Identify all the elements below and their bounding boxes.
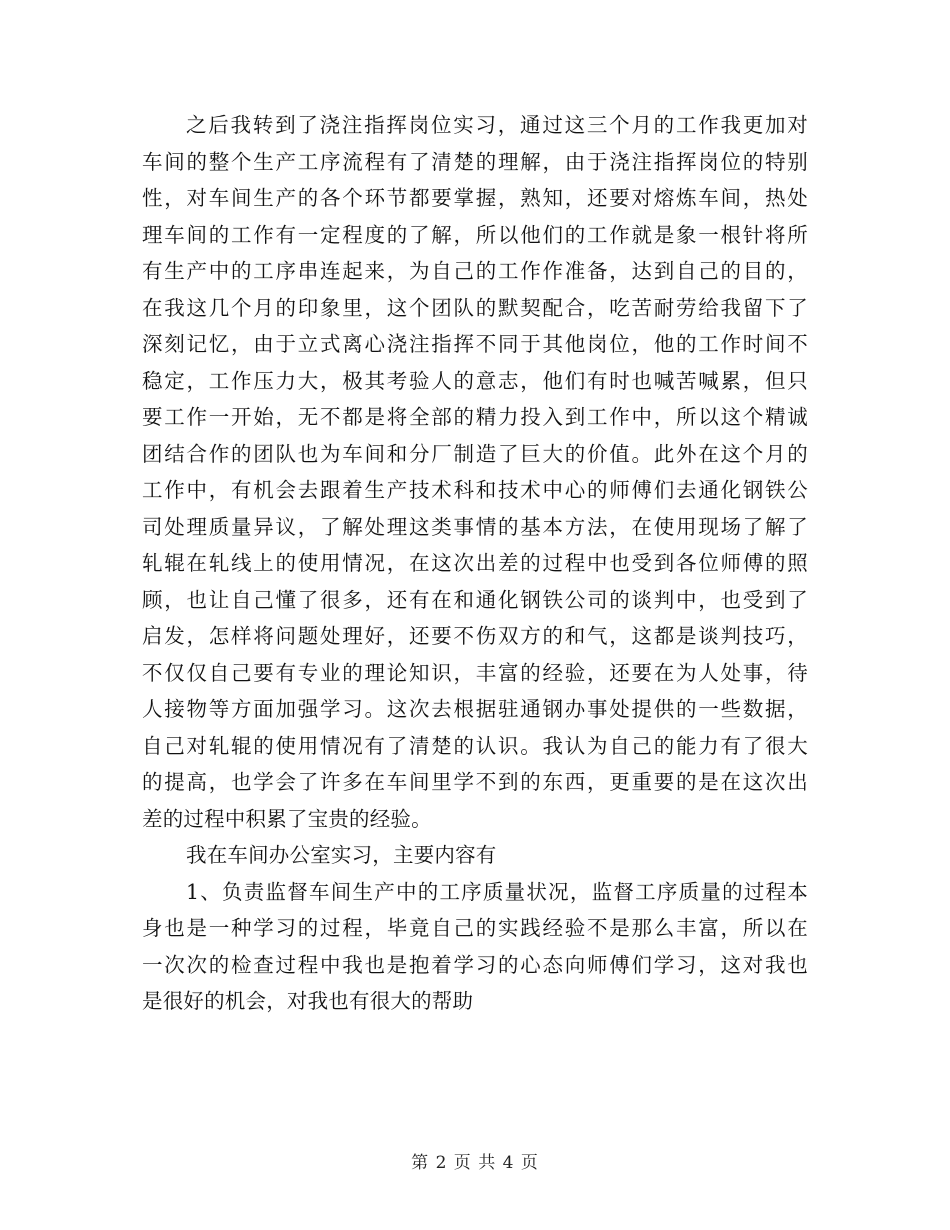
text-line: 性，对车间生产的各个环节都要掌握，熟知，还要对熔炼车间，热处 [142, 186, 808, 210]
text-line: 差的过程中积累了宝贵的经验。 [142, 806, 432, 831]
text-line: 理车间的工作有一定程度的了解，所以他们的工作就是象一根针将所 [142, 222, 808, 247]
text-line: 之后我转到了浇注指挥岗位实习，通过这三个月的工作我更加对 [186, 113, 808, 137]
text-line: 我在车间办公室实习，主要内容有 [186, 843, 497, 867]
paragraph-office-internship [142, 837, 808, 874]
paragraph-casting-internship [142, 107, 808, 837]
text-line: 不仅仅自己要有专业的理论知识，丰富的经验，还要在为人处事，待 [142, 660, 808, 685]
document-body [142, 107, 808, 1020]
text-line: 身也是一种学习的过程，毕竟自己的实践经验不是那么丰富，所以在 [142, 916, 808, 940]
text-line: 一次次的检查过程中我也是抱着学习的心态向师傅们学习，这对我也 [142, 952, 808, 977]
text-line: 司处理质量异议，了解处理这类事情的基本方法，在使用现场了解了 [142, 514, 808, 539]
text-line: 有生产中的工序串连起来，为自己的工作作准备，达到自己的目的， [142, 259, 808, 283]
page-number: 第 2 页 共 4 页 [411, 1153, 539, 1173]
text-line: 团结合作的团队也为车间和分厂制造了巨大的价值。此外在这个月的 [142, 441, 808, 466]
text-line: 是很好的机会，对我也有很大的帮助 [142, 989, 474, 1013]
paragraph-quality-monitoring [142, 874, 808, 1020]
text-line: 顾，也让自己懂了很多，还有在和通化钢铁公司的谈判中，也受到了 [142, 587, 808, 612]
text-line: 启发，怎样将问题处理好，还要不伤双方的和气，这都是谈判技巧， [142, 624, 808, 648]
text-line: 要工作一开始，无不都是将全部的精力投入到工作中，所以这个精诚 [142, 405, 808, 429]
text-line: 1、负责监督车间生产中的工序质量状况，监督工序质量的过程本 [186, 879, 808, 904]
text-line: 工作中，有机会去跟着生产技术科和技术中心的师傅们去通化钢铁公 [142, 478, 808, 502]
text-line: 在我这几个月的印象里，这个团队的默契配合，吃苦耐劳给我留下了 [142, 295, 808, 320]
text-line: 稳定，工作压力大，极其考验人的意志，他们有时也喊苦喊累，但只 [142, 368, 808, 393]
text-line: 轧辊在轧线上的使用情况，在这次出差的过程中也受到各位师傅的照 [142, 551, 808, 575]
text-line: 车间的整个生产工序流程有了清楚的理解，由于浇注指挥岗位的特别 [142, 149, 808, 174]
text-line: 深刻记忆，由于立式离心浇注指挥不同于其他岗位，他的工作时间不 [142, 332, 808, 356]
text-line: 自己对轧辊的使用情况有了清楚的认识。我认为自己的能力有了很大 [142, 733, 808, 758]
text-line: 的提高，也学会了许多在车间里学不到的东西，更重要的是在这次出 [142, 770, 808, 794]
text-line: 人接物等方面加强学习。这次去根据驻通钢办事处提供的一些数据， [142, 697, 808, 721]
